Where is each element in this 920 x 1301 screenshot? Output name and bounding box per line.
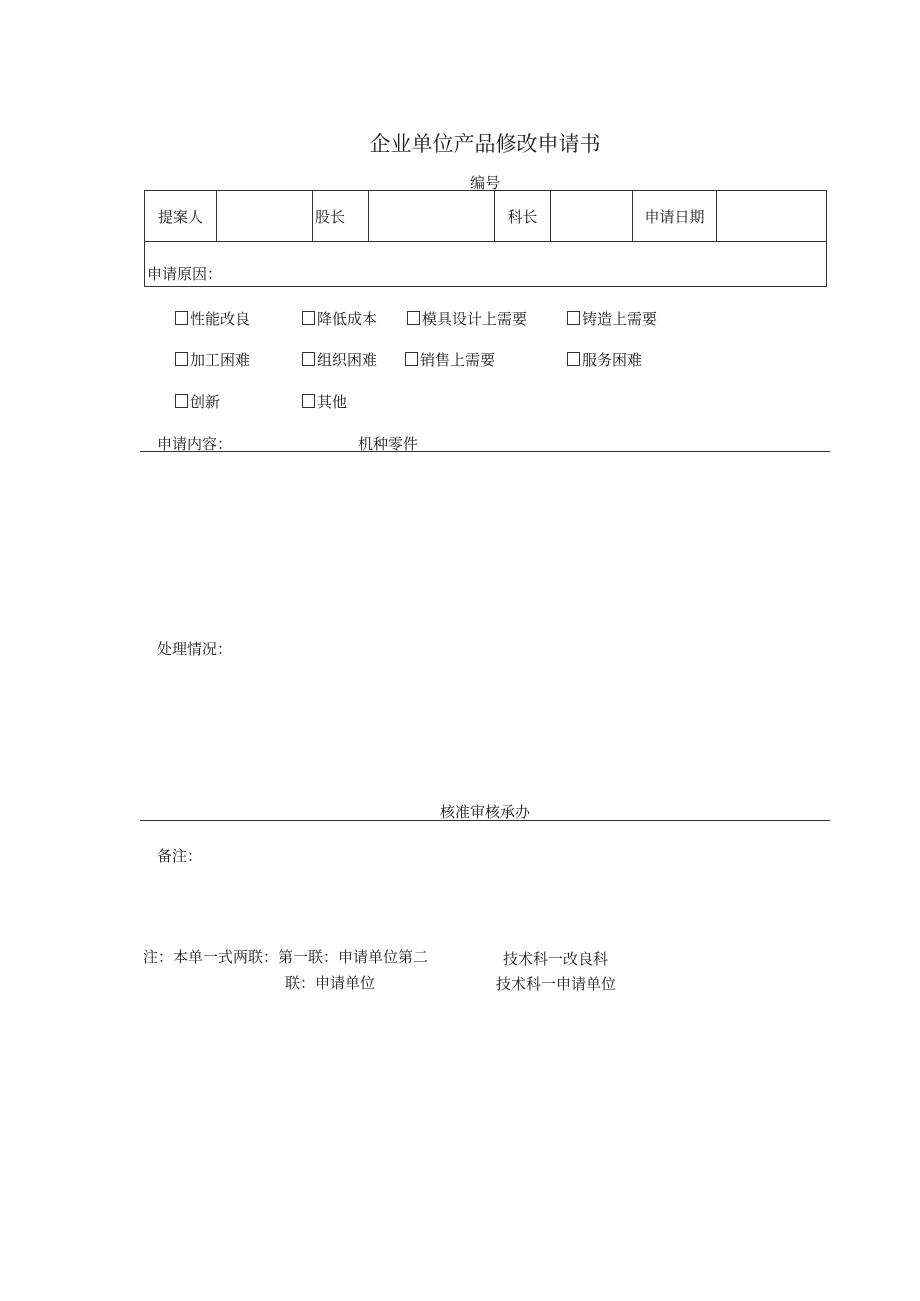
checkbox-icon[interactable] — [405, 352, 418, 366]
reason-option-label: 降低成本 — [317, 310, 378, 328]
reason-option-sales[interactable] — [405, 349, 495, 370]
checkbox-icon[interactable] — [302, 352, 315, 366]
section-chief-field[interactable] — [369, 191, 495, 242]
applicant-table — [144, 190, 827, 287]
reason-option-casting[interactable] — [567, 308, 657, 329]
reason-option-label: 铸造上需要 — [582, 310, 658, 328]
footnote-line2-left: 联：申请单位 — [285, 974, 376, 992]
apply-date-field[interactable] — [717, 191, 827, 242]
handling-label: 处理情况： — [157, 640, 233, 658]
reason-option-label: 组织困难 — [317, 351, 378, 369]
content-area[interactable] — [140, 456, 830, 626]
section-chief-label: 股长 — [313, 191, 369, 242]
content-label: 申请内容： — [157, 435, 233, 453]
reason-option-organization[interactable] — [302, 349, 377, 370]
reason-label: 申请原因： — [145, 242, 827, 287]
reason-option-label: 其他 — [317, 393, 348, 411]
approval-divider — [140, 820, 830, 821]
approval-label: 核准审核承办 — [440, 803, 531, 821]
checkbox-icon[interactable] — [175, 311, 188, 325]
handling-area[interactable] — [140, 660, 830, 795]
reason-option-label: 创新 — [190, 393, 221, 411]
apply-date-label: 申请日期 — [633, 191, 717, 242]
checkbox-icon[interactable] — [567, 352, 580, 366]
reason-option-processing[interactable] — [175, 349, 250, 370]
checkbox-icon[interactable] — [407, 311, 420, 325]
reason-option-performance[interactable] — [175, 308, 250, 329]
checkbox-icon[interactable] — [175, 394, 188, 408]
reason-option-service[interactable] — [567, 349, 642, 370]
proposer-label: 提案人 — [145, 191, 217, 242]
dept-chief-label: 科长 — [495, 191, 551, 242]
reason-option-other[interactable] — [302, 391, 347, 412]
footnote-line1-left: 注：本单一式两联：第一联：申请单位第二 — [143, 948, 429, 966]
footnote-line1-right: 技术科一改良科 — [503, 950, 609, 968]
dept-chief-field[interactable] — [551, 191, 633, 242]
reason-option-label: 加工困难 — [190, 351, 251, 369]
remarks-label: 备注： — [157, 847, 203, 865]
reason-option-mold-design[interactable] — [407, 308, 527, 329]
reason-option-label: 销售上需要 — [420, 351, 496, 369]
machine-part-label: 机种零件 — [358, 435, 419, 453]
checkbox-icon[interactable] — [302, 311, 315, 325]
content-divider — [140, 451, 830, 452]
reason-option-label: 模具设计上需要 — [422, 310, 528, 328]
reason-option-cost[interactable] — [302, 308, 377, 329]
reason-option-label: 服务困难 — [582, 351, 643, 369]
document-title: 企业单位产品修改申请书 — [369, 132, 601, 156]
checkbox-icon[interactable] — [302, 394, 315, 408]
reason-option-label: 性能改良 — [190, 310, 251, 328]
checkbox-icon[interactable] — [175, 352, 188, 366]
serial-number-label: 编号 — [470, 174, 501, 192]
checkbox-icon[interactable] — [567, 311, 580, 325]
footnote-line2-right: 技术科一申请单位 — [496, 975, 617, 993]
remarks-area[interactable] — [140, 868, 830, 938]
reason-option-innovation[interactable] — [175, 391, 220, 412]
proposer-field[interactable] — [217, 191, 313, 242]
